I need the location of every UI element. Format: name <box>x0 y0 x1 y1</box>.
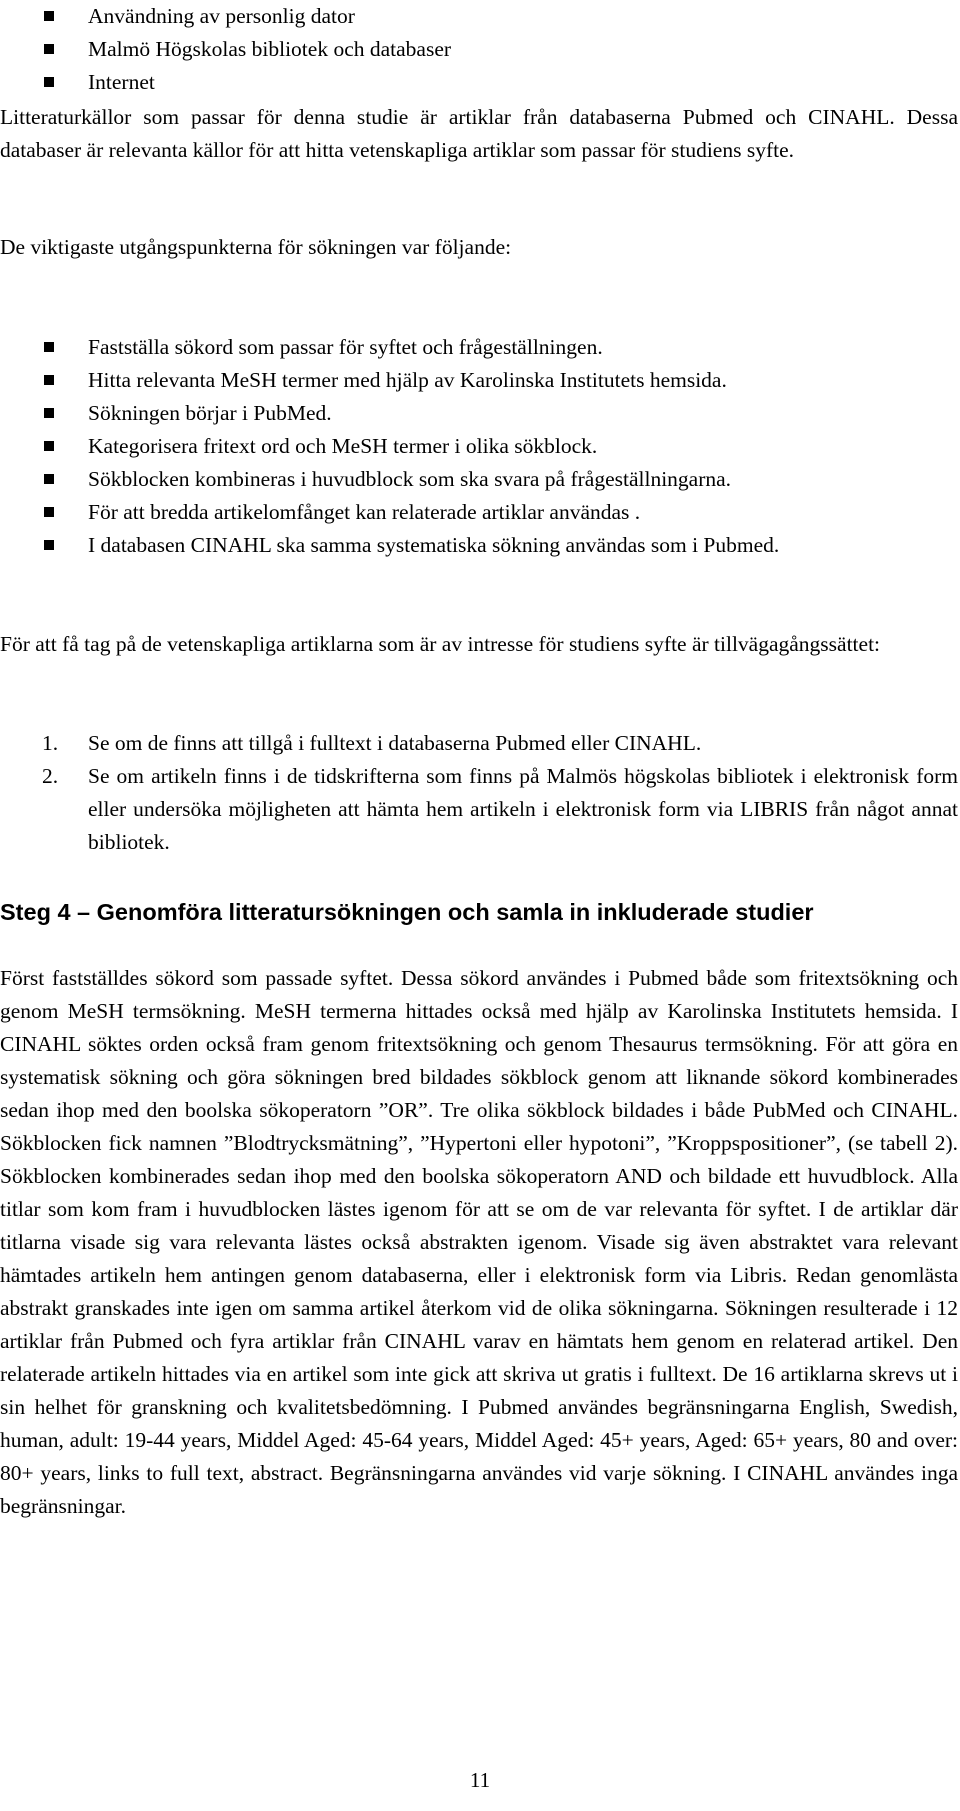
bullet-item: Internet <box>0 66 451 99</box>
bullet-item: I databasen CINAHL ska samma systematiska sökning användas som i Pubmed. <box>0 529 958 562</box>
bullet-item: Malmö Högskolas bibliotek och databaser <box>0 33 451 66</box>
item-number: 2. <box>42 764 59 788</box>
bullet-item: Hitta relevanta MeSH termer med hjälp av Karolinska Institutets hemsida. <box>0 364 958 397</box>
bullet-item: Användning av personlig dator <box>0 0 451 33</box>
numbered-list <box>0 727 958 859</box>
bullet-item: Sökningen börjar i PubMed. <box>0 397 958 430</box>
numbered-item <box>0 727 958 760</box>
bullet-item: Fastställa sökord som passar för syftet och frågeställningen. <box>0 331 958 364</box>
section-heading: Steg 4 – Genomföra litteratursökningen och samla in inkluderade studier <box>0 899 814 925</box>
bullet-item: Sökblocken kombineras i huvudblock som ska svara på frågeställningarna. <box>0 463 958 496</box>
item-text: Se om artikeln finns i de tidskrifterna som finns på Malmös högskolas bibliotek i elektronisk form eller undersöka möjligheten att hämta hem artikeln i elektronisk form via LIBRIS från något annat bibliotek. <box>88 764 958 854</box>
intro-bullet-list <box>0 0 451 99</box>
search-bullet-list <box>0 331 958 562</box>
numbered-item <box>0 760 958 859</box>
paragraph-sources: Litteraturkällor som passar för denna studie är artiklar från databaserna Pubmed och CINAHL. Dessa databaser är relevanta källor för att hitta vetenskapliga artiklar som passar för studiens syfte. <box>0 105 958 162</box>
paragraph-starting-points: De viktigaste utgångspunkterna för sökningen var följande: <box>0 235 512 259</box>
section-body: Först fastställdes sökord som passade syftet. Dessa sökord användes i Pubmed både som fritextsökning och genom MeSH termsökning. MeSH termerna hittades också med hjälp av Karolinska Institutets hemsida. I CINAHL söktes orden också fram genom fritextsökning och genom Thesaurus termsökning. För att göra en systematisk sökning och göra sökningen bred bildades sökblock genom att liknande sökord kombinerades sedan ihop med den boolska sökoperatorn ”OR”. Tre olika sökblock bildades i både PubMed och CINAHL. Sökblocken fick namnen ”Blodtrycksmätning”, ”Hypertoni eller hypotoni”, ”Kroppspositioner”, (se tabell 2). Sökblocken kombinerades sedan ihop med den boolska sökoperatorn AND och bildade ett huvudblock. Alla titlar som kom fram i huvudblocken lästes igenom för att se om de var relevanta för syftet. I de artiklar där titlarna visade sig vara relevanta lästes också abstrakten igenom. Visade sig även abstraktet vara relevant hämtades artikeln hem antingen genom databaserna, eller i elektronisk form via Libris. Redan genomlästa abstrakt granskades inte igen om samma artikel återkom vid de olika sökningarna. Sökningen resulterade i 12 artiklar från Pubmed och fyra artiklar från CINAHL varav en hämtats hem genom en relaterad artikel. Den relaterade artikeln hittades via en artikel som inte gick att skriva ut gratis i fulltext. De 16 artiklarna skrevs ut i sin helhet för granskning och kvalitetsbedömning. I Pubmed användes begränsningarna English, Swedish, human, adult: 19-44 years, Middel Aged: 45-64 years, Middel Aged: 45+ years, Aged: 65+ years, 80 and over: 80+ years, links to full text, abstract. Begränsningarna användes vid varje sökning. I CINAHL användes inga begränsningar. <box>0 966 958 1518</box>
item-number: 1. <box>42 731 59 755</box>
bullet-item: För att bredda artikelomfånget kan relaterade artiklar användas . <box>0 496 958 529</box>
page-number: 11 <box>469 1768 491 1792</box>
item-text: Se om de finns att tillgå i fulltext i databaserna Pubmed eller CINAHL. <box>88 731 702 755</box>
bullet-item: Kategorisera fritext ord och MeSH termer i olika sökblock. <box>0 430 958 463</box>
paragraph-procedure: För att få tag på de vetenskapliga artiklarna som är av intresse för studiens syfte är tillvägagångssättet: <box>0 632 881 656</box>
